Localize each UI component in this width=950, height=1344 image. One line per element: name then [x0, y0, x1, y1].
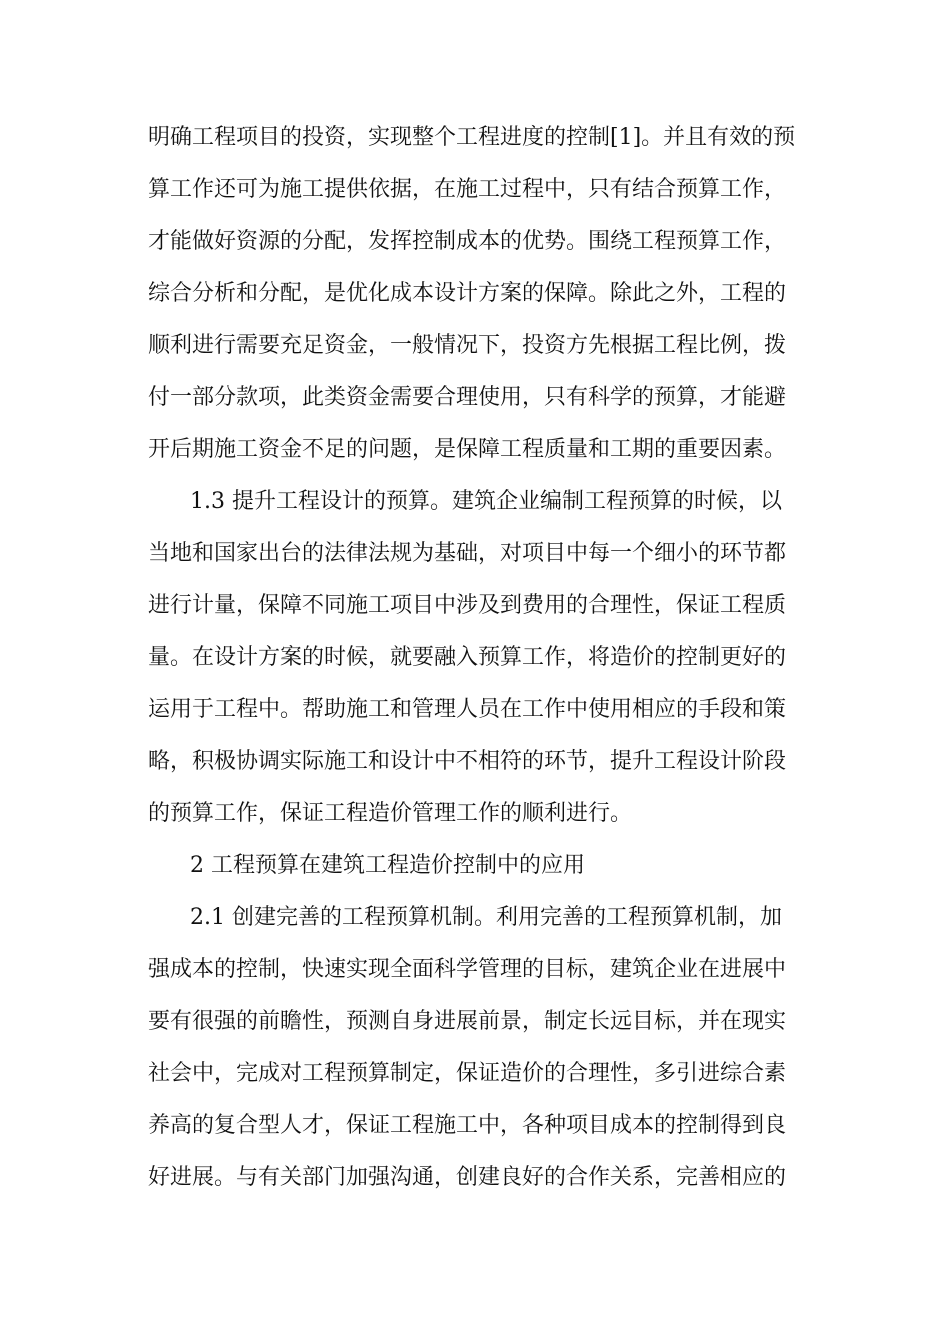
text-line: 付一部分款项，此类资金需要合理使用，只有科学的预算，才能避: [148, 385, 787, 410]
text-line: 2.1 创建完善的工程预算机制。利用完善的工程预算机制，加: [190, 905, 782, 930]
text-line: 顺利进行需要充足资金，一般情况下，投资方先根据工程比例，拨: [148, 333, 787, 358]
text-line: 1.3 提升工程设计的预算。建筑企业编制工程预算的时候，以: [190, 489, 782, 514]
text-line: 当地和国家出台的法律法规为基础，对项目中每一个细小的环节都: [148, 541, 787, 566]
text-line: 明确工程项目的投资，实现整个工程进度的控制[1]。并且有效的预: [148, 125, 796, 150]
text-line: 运用于工程中。帮助施工和管理人员在工作中使用相应的手段和策: [148, 697, 787, 722]
text-line: 养高的复合型人才，保证工程施工中，各种项目成本的控制得到良: [148, 1113, 787, 1138]
text-line: 算工作还可为施工提供依据，在施工过程中，只有结合预算工作，: [148, 177, 787, 202]
text-line: 进行计量，保障不同施工项目中涉及到费用的合理性，保证工程质: [148, 593, 787, 618]
text-line: 综合分析和分配，是优化成本设计方案的保障。除此之外，工程的: [148, 281, 787, 306]
text-line: 要有很强的前瞻性，预测自身进展前景，制定长远目标，并在现实: [148, 1009, 787, 1034]
text-line: 强成本的控制，快速实现全面科学管理的目标，建筑企业在进展中: [148, 957, 787, 982]
text-line: 社会中，完成对工程预算制定，保证造价的合理性，多引进综合素: [148, 1061, 787, 1086]
text-line: 才能做好资源的分配，发挥控制成本的优势。围绕工程预算工作，: [148, 229, 787, 254]
text-line: 略，积极协调实际施工和设计中不相符的环节，提升工程设计阶段: [148, 749, 787, 774]
text-line: 量。在设计方案的时候，就要融入预算工作，将造价的控制更好的: [148, 645, 787, 670]
text-line: 的预算工作，保证工程造价管理工作的顺利进行。: [148, 801, 633, 826]
section-heading: 2 工程预算在建筑工程造价控制中的应用: [190, 853, 585, 878]
text-line: 开后期施工资金不足的问题，是保障工程质量和工期的重要因素。: [148, 437, 787, 462]
text-line: 好进展。与有关部门加强沟通，创建良好的合作关系，完善相应的: [148, 1165, 787, 1190]
